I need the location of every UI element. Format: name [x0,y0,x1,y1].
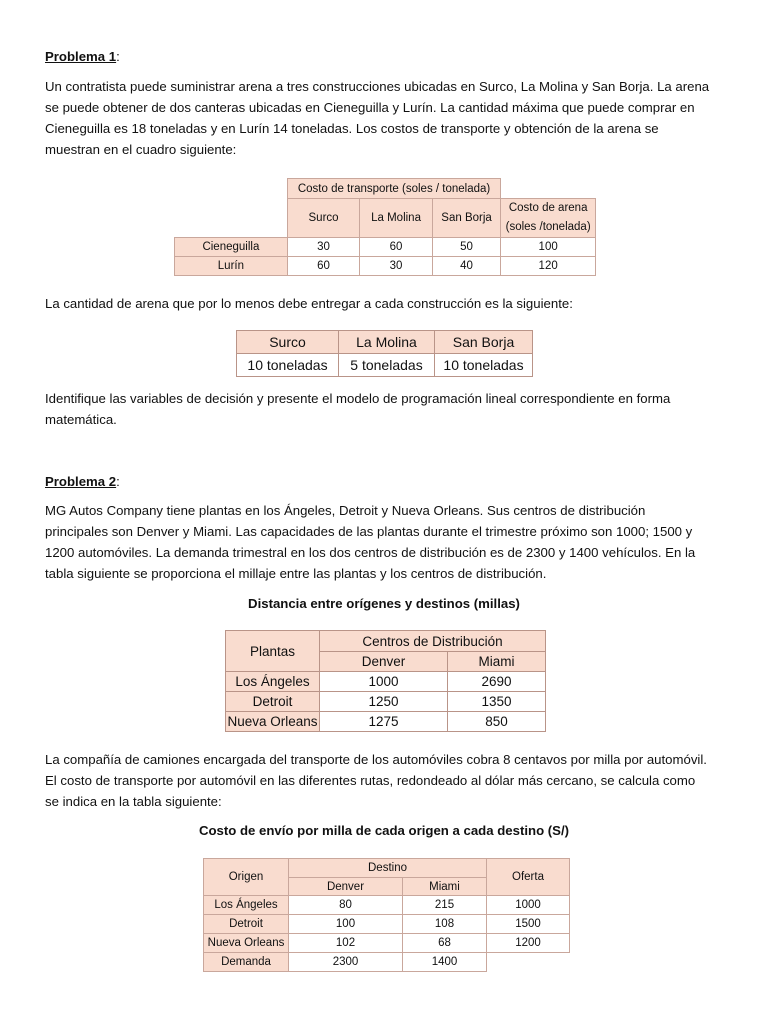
problem-2-heading [45,471,711,492]
sand-cost-header: Costo de arena (soles /tonelada) [501,199,596,238]
empty-corner [175,199,288,238]
column-header: La Molina [339,331,435,354]
table-row [226,692,546,712]
table-cell: 1400 [403,953,487,972]
column-header: Surco [287,199,360,238]
minimum-demand-table [236,330,533,377]
column-header: Miami [403,878,487,896]
transport-cost-group-header: Costo de transporte (soles / tonelada) [287,179,501,199]
demand-text: La cantidad de arena que por lo menos debe entregar a cada construcción es la siguiente: [45,296,573,311]
row-label: Nueva Orleans [226,712,320,732]
column-header: Miami [448,652,546,672]
empty-cell [501,179,596,199]
empty-cell [487,953,570,972]
table-cell: 1200 [487,934,570,953]
table-cell: 10 toneladas [435,354,533,377]
table-row [226,712,546,732]
table-cell: 10 toneladas [237,354,339,377]
row-label: Los Ángeles [226,672,320,692]
table-cell: 30 [360,257,433,276]
table-cell: 2300 [289,953,403,972]
destination-header: Destino [289,859,487,878]
distribution-centers-header: Centros de Distribución [320,631,546,652]
plants-header: Plantas [226,631,320,672]
table-row [175,257,596,276]
empty-corner [175,179,288,199]
table-cell: 5 toneladas [339,354,435,377]
problem-1-intro: Un contratista puede suministrar arena a tres construcciones ubicadas en Surco, La Molina y San Borja. La arena se puede obtener de dos canteras ubicadas en Cieneguilla y Lurín. La cantidad máxima que puede comprar en Cieneguilla es 18 toneladas y en Lurín 14 toneladas. Los costos de transporte y obtención de la arena se muestran en el cuadro siguiente: [45,79,710,157]
table-cell: 120 [501,257,596,276]
problem-2-heading-text: Problema 2 [45,474,117,489]
table-cell: 108 [403,915,487,934]
table-cell: 1000 [320,672,448,692]
problem-2-intro: MG Autos Company tiene plantas en los Ángeles, Detroit y Nueva Orleans. Sus centros de distribución principales son Denver y Miami. Las capacidades de las plantas durante el trimestre próximo son 1000; 1500 y 1200 automóviles. La demanda trimestral en los dos centros de distribución es de 2300 y 1400 vehículos. En la tabla siguiente se proporciona el millaje entre las plantas y los centros de distribución. [45,503,696,581]
table-cell: 850 [448,712,546,732]
table-cell: 60 [360,238,433,257]
trucking-text: La compañía de camiones encargada del transporte de los automóviles cobra 8 centavos por milla por automóvil. El costo de transporte por automóvil en las diferentes rutas, redondeado al dólar más cercano, se calcula como se indica en la tabla siguiente: [45,752,707,809]
table-row [226,672,546,692]
table-cell: 68 [403,934,487,953]
problem-1-heading [45,46,711,67]
table-cell: 80 [289,896,403,915]
table-row [204,915,570,934]
table-cell: 1350 [448,692,546,712]
column-header: Denver [320,652,448,672]
table-cell: 1000 [487,896,570,915]
column-header: Surco [237,331,339,354]
row-label: Detroit [204,915,289,934]
table-cell: 50 [432,238,501,257]
row-label: Lurín [175,257,288,276]
demand-label: Demanda [204,953,289,972]
column-header: San Borja [435,331,533,354]
row-label: Cieneguilla [175,238,288,257]
table-cell: 2690 [448,672,546,692]
distance-table-title: Distancia entre orígenes y destinos (millas) [248,596,520,611]
problem-1-heading-text: Problema 1 [45,49,117,64]
table-cell: 40 [432,257,501,276]
row-label: Nueva Orleans [204,934,289,953]
table-cell: 1500 [487,915,570,934]
problem-1-task: Identifique las variables de decisión y presente el modelo de programación lineal correspondiente en forma matemática. [45,391,671,427]
table-cell: 1250 [320,692,448,712]
table-cell: 100 [501,238,596,257]
table-cell: 215 [403,896,487,915]
supply-header: Oferta [487,859,570,896]
problem-2-heading-colon: : [116,474,120,489]
column-header: Denver [289,878,403,896]
table-cell: 102 [289,934,403,953]
table-cell: 60 [287,257,360,276]
shipping-cost-table [203,858,570,972]
problem-1-heading-colon: : [116,49,120,64]
table-row [175,238,596,257]
column-header: La Molina [360,199,433,238]
origin-header: Origen [204,859,289,896]
table-row [204,896,570,915]
table-cell: 30 [287,238,360,257]
transport-cost-table [174,178,596,276]
row-label: Los Ángeles [204,896,289,915]
table-cell: 100 [289,915,403,934]
row-label: Detroit [226,692,320,712]
table-row [237,354,533,377]
shipping-table-title: Costo de envío por milla de cada origen a cada destino (S/) [198,823,570,838]
table-cell: 1275 [320,712,448,732]
table-row [204,934,570,953]
column-header: San Borja [432,199,501,238]
distance-table [225,630,546,732]
table-row [204,953,570,972]
